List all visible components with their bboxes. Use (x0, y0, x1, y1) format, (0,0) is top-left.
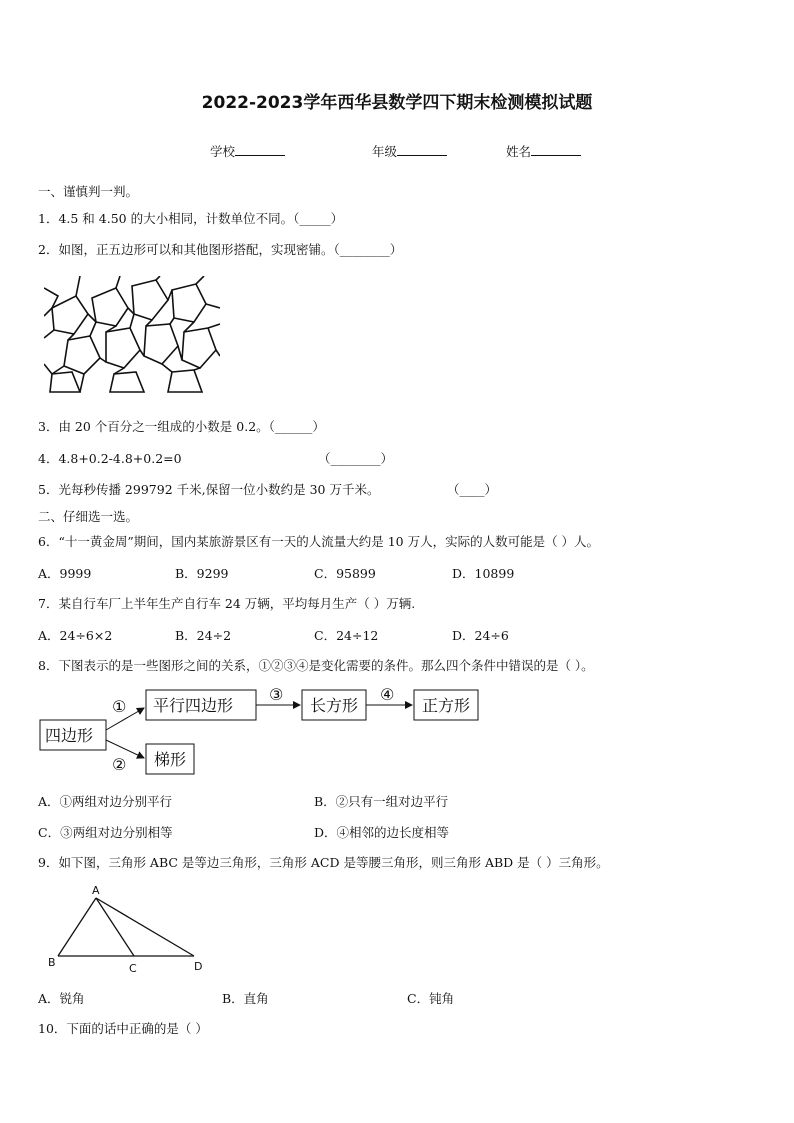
school-blank (235, 143, 285, 156)
condition-2-label: ② (112, 755, 127, 774)
question-4-blank: （________） (318, 451, 394, 466)
pentagon-tessellation-figure (44, 276, 220, 396)
question-1: 1．4.5 和 4.50 的大小相同，计数单位不同。（_____） (38, 211, 344, 226)
page-title: 2022-2023学年西华县数学四下期末检测模拟试题 (201, 93, 593, 113)
q9-option-b: B．直角 (222, 991, 269, 1006)
q7-option-c: C．24÷12 (314, 628, 379, 643)
name-blank (531, 143, 581, 156)
school-label: 学校 (210, 144, 236, 159)
condition-1-label: ① (112, 697, 127, 716)
section-2-heading: 二、仔细选一选。 (38, 509, 139, 524)
vertex-a-label: A (92, 884, 100, 897)
q6-option-b: B．9299 (175, 566, 229, 581)
q8-option-c: C．③两组对边分别相等 (38, 825, 173, 840)
question-4: 4．4.8+0.2-4.8+0.2=0 (38, 451, 182, 466)
node-quadrilateral: 四边形 (45, 726, 94, 745)
q6-option-a: A．9999 (38, 566, 92, 581)
question-3: 3．由 20 个百分之一组成的小数是 0.2。（______） (38, 419, 325, 434)
section-1-heading: 一、谨慎判一判。 (38, 184, 139, 199)
grade-field (372, 142, 447, 160)
q6-option-c: C．95899 (314, 566, 376, 581)
q7-option-b: B．24÷2 (175, 628, 232, 643)
grade-blank (397, 143, 447, 156)
question-5-blank: （____） (447, 482, 498, 497)
name-field (506, 142, 581, 160)
node-trapezoid: 梯形 (154, 750, 187, 769)
q9-option-c: C．钝角 (407, 991, 455, 1006)
triangle-figure (44, 884, 214, 976)
q9-option-a: A．锐角 (38, 991, 85, 1006)
question-5: 5．光每秒传播 299792 千米,保留一位小数约是 30 万千米。 (38, 482, 380, 497)
name-label: 姓名 (506, 144, 532, 159)
node-rectangle: 长方形 (310, 696, 359, 715)
question-2: 2．如图，正五边形可以和其他图形搭配，实现密铺。（________） (38, 242, 403, 257)
condition-4-label: ④ (380, 685, 395, 704)
question-10: 10．下面的话中正确的是（ ） (38, 1021, 208, 1036)
school-field (210, 142, 285, 160)
q7-option-a: A．24÷6×2 (38, 628, 113, 643)
question-8: 8．下图表示的是一些图形之间的关系，①②③④是变化需要的条件。那么四个条件中错误的是（ ）。 (38, 658, 594, 673)
q6-option-d: D．10899 (452, 566, 515, 581)
q7-option-d: D．24÷6 (452, 628, 509, 643)
q8-option-b: B．②只有一组对边平行 (314, 794, 449, 809)
q8-option-a: A．①两组对边分别平行 (38, 794, 173, 809)
node-square: 正方形 (422, 696, 471, 715)
condition-3-label: ③ (269, 685, 284, 704)
shape-relation-diagram (36, 684, 486, 780)
vertex-d-label: D (194, 960, 203, 973)
question-7: 7．某自行车厂上半年生产自行车 24 万辆，平均每月生产（ ）万辆. (38, 596, 416, 611)
grade-label: 年级 (372, 144, 398, 159)
node-parallelogram: 平行四边形 (153, 696, 234, 715)
question-9: 9．如下图，三角形 ABC 是等边三角形，三角形 ACD 是等腰三角形，则三角形 ABD 是（ ）三角形。 (38, 855, 609, 870)
q8-option-d: D．④相邻的边长度相等 (314, 825, 450, 840)
question-6: 6．“十一黄金周”期间，国内某旅游景区有一天的人流量大约是 10 万人，实际的人数可能是（ ）人。 (38, 534, 600, 549)
vertex-b-label: B (48, 956, 56, 969)
vertex-c-label: C (129, 962, 137, 975)
